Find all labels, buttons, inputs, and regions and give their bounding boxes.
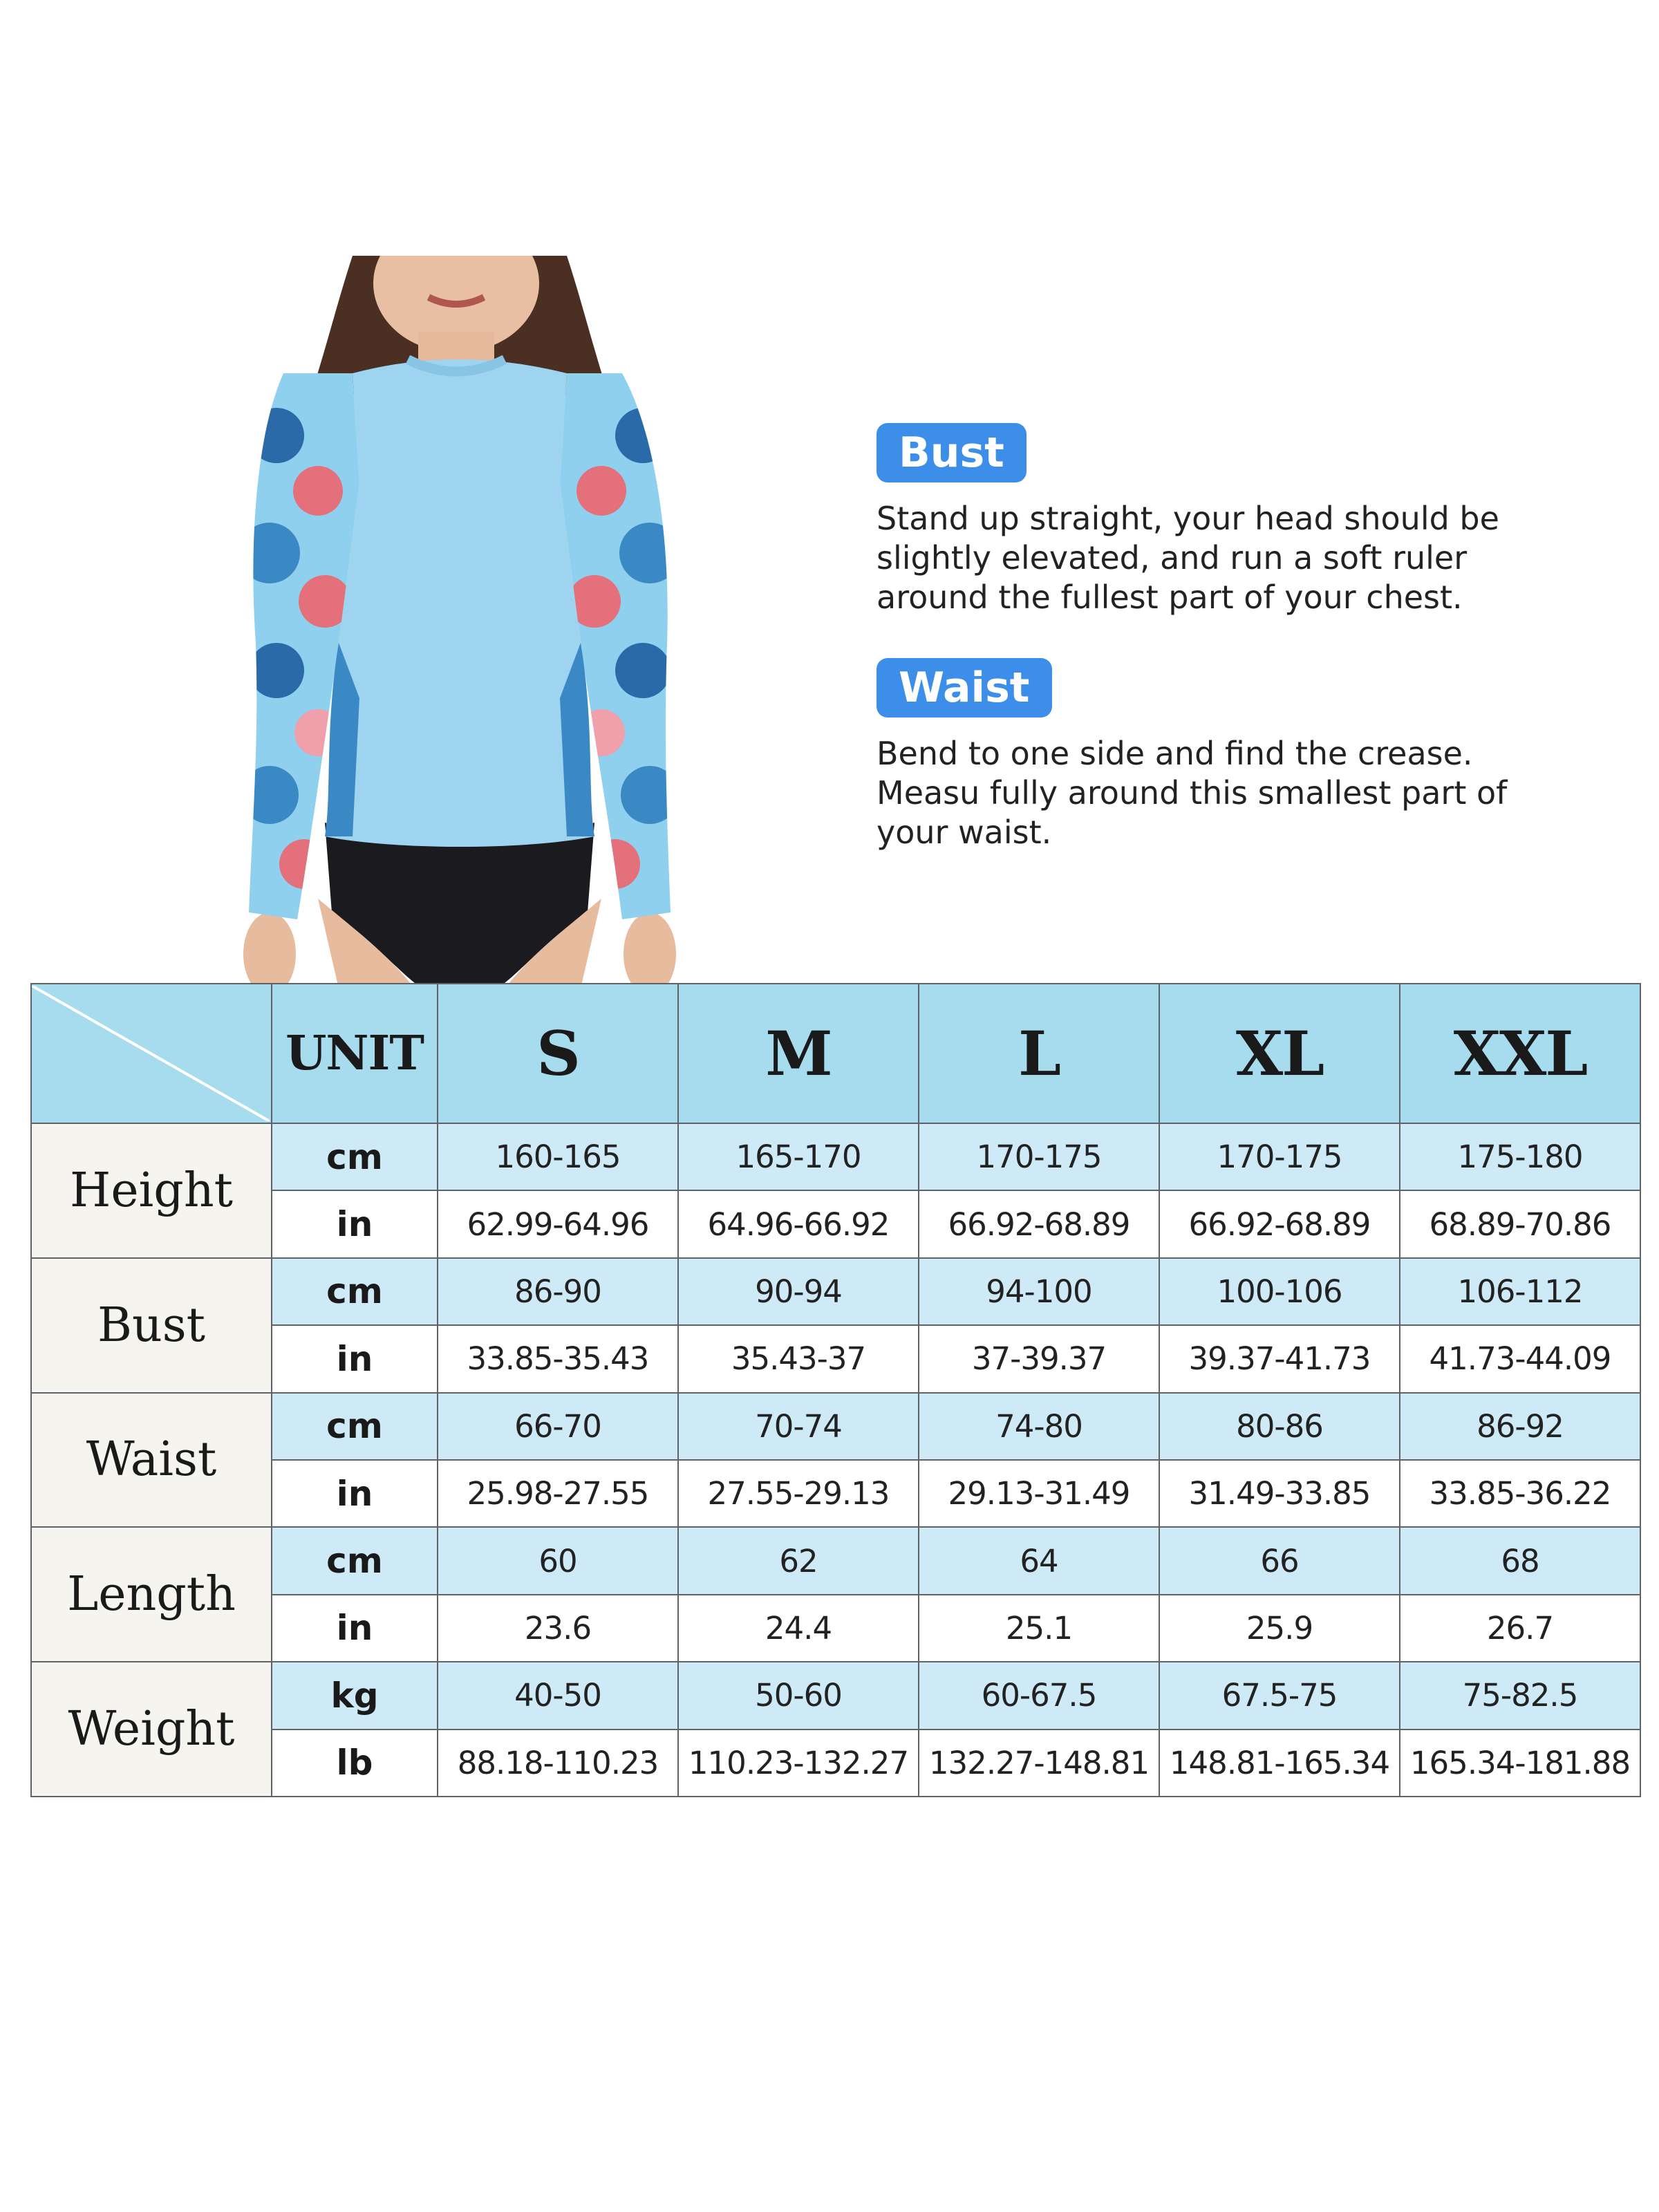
value-cell: 60-67.5 bbox=[919, 1662, 1159, 1729]
value-cell: 41.73-44.09 bbox=[1400, 1325, 1640, 1392]
measure-label-height: Height bbox=[31, 1123, 272, 1258]
value-cell: 64.96-66.92 bbox=[678, 1190, 919, 1257]
value-cell: 25.1 bbox=[919, 1595, 1159, 1662]
value-cell: 39.37-41.73 bbox=[1159, 1325, 1400, 1392]
size-header-xxl: XXL bbox=[1400, 984, 1640, 1123]
table-row bbox=[31, 1123, 1640, 1190]
value-cell: 25.98-27.55 bbox=[438, 1460, 678, 1527]
corner-cell bbox=[31, 984, 272, 1123]
value-cell: 62 bbox=[678, 1527, 919, 1594]
measure-label-length: Length bbox=[31, 1527, 272, 1662]
bust-line: Stand up straight, your head should be bbox=[877, 500, 1499, 537]
value-cell: 175-180 bbox=[1400, 1123, 1640, 1190]
unit-header: UNIT bbox=[272, 984, 438, 1123]
model-photo bbox=[235, 256, 691, 988]
value-cell: 27.55-29.13 bbox=[678, 1460, 919, 1527]
value-cell: 90-94 bbox=[678, 1258, 919, 1325]
value-cell: 70-74 bbox=[678, 1393, 919, 1460]
bust-line: around the fullest part of your chest. bbox=[877, 579, 1463, 616]
unit-cell: kg bbox=[272, 1662, 438, 1729]
table-row bbox=[31, 1527, 1640, 1594]
value-cell: 86-92 bbox=[1400, 1393, 1640, 1460]
value-cell: 66-70 bbox=[438, 1393, 678, 1460]
value-cell: 148.81-165.34 bbox=[1159, 1730, 1400, 1797]
value-cell: 66.92-68.89 bbox=[919, 1190, 1159, 1257]
size-header-l: L bbox=[919, 984, 1159, 1123]
waist-description bbox=[877, 734, 1554, 852]
value-cell: 66.92-68.89 bbox=[1159, 1190, 1400, 1257]
bust-tag: Bust bbox=[877, 423, 1027, 482]
value-cell: 80-86 bbox=[1159, 1393, 1400, 1460]
value-cell: 37-39.37 bbox=[919, 1325, 1159, 1392]
unit-cell: cm bbox=[272, 1393, 438, 1460]
table-row bbox=[31, 1460, 1640, 1527]
table-row bbox=[31, 1393, 1640, 1460]
value-cell: 165.34-181.88 bbox=[1400, 1730, 1640, 1797]
waist-tag: Waist bbox=[877, 658, 1052, 718]
value-cell: 68 bbox=[1400, 1527, 1640, 1594]
size-header-m: M bbox=[678, 984, 919, 1123]
value-cell: 88.18-110.23 bbox=[438, 1730, 678, 1797]
unit-cell: cm bbox=[272, 1123, 438, 1190]
value-cell: 75-82.5 bbox=[1400, 1662, 1640, 1729]
measure-label-waist: Waist bbox=[31, 1393, 272, 1528]
value-cell: 110.23-132.27 bbox=[678, 1730, 919, 1797]
value-cell: 170-175 bbox=[1159, 1123, 1400, 1190]
unit-cell: cm bbox=[272, 1258, 438, 1325]
unit-cell: lb bbox=[272, 1730, 438, 1797]
value-cell: 94-100 bbox=[919, 1258, 1159, 1325]
value-cell: 100-106 bbox=[1159, 1258, 1400, 1325]
value-cell: 25.9 bbox=[1159, 1595, 1400, 1662]
table-row bbox=[31, 1258, 1640, 1325]
unit-cell: in bbox=[272, 1190, 438, 1257]
size-header-s: S bbox=[438, 984, 678, 1123]
value-cell: 23.6 bbox=[438, 1595, 678, 1662]
value-cell: 33.85-36.22 bbox=[1400, 1460, 1640, 1527]
size-chart-table bbox=[30, 983, 1641, 1797]
table-row bbox=[31, 1730, 1640, 1797]
value-cell: 165-170 bbox=[678, 1123, 919, 1190]
waist-line: Bend to one side and find the crease. bbox=[877, 735, 1473, 772]
value-cell: 64 bbox=[919, 1527, 1159, 1594]
value-cell: 132.27-148.81 bbox=[919, 1730, 1159, 1797]
size-header-xl: XL bbox=[1159, 984, 1400, 1123]
waist-info bbox=[877, 658, 1554, 852]
unit-cell: in bbox=[272, 1325, 438, 1392]
value-cell: 24.4 bbox=[678, 1595, 919, 1662]
table-row bbox=[31, 1662, 1640, 1729]
bust-line: slightly elevated, and run a soft ruler bbox=[877, 539, 1468, 577]
value-cell: 50-60 bbox=[678, 1662, 919, 1729]
value-cell: 68.89-70.86 bbox=[1400, 1190, 1640, 1257]
unit-cell: in bbox=[272, 1460, 438, 1527]
value-cell: 86-90 bbox=[438, 1258, 678, 1325]
table-row bbox=[31, 1190, 1640, 1257]
value-cell: 160-165 bbox=[438, 1123, 678, 1190]
bust-description bbox=[877, 499, 1554, 617]
unit-cell: cm bbox=[272, 1527, 438, 1594]
value-cell: 31.49-33.85 bbox=[1159, 1460, 1400, 1527]
value-cell: 170-175 bbox=[919, 1123, 1159, 1190]
header-row bbox=[31, 984, 1640, 1123]
value-cell: 26.7 bbox=[1400, 1595, 1640, 1662]
value-cell: 29.13-31.49 bbox=[919, 1460, 1159, 1527]
value-cell: 40-50 bbox=[438, 1662, 678, 1729]
value-cell: 33.85-35.43 bbox=[438, 1325, 678, 1392]
rashguard-shape bbox=[325, 359, 594, 847]
value-cell: 74-80 bbox=[919, 1393, 1159, 1460]
waist-line: your waist. bbox=[877, 814, 1052, 851]
value-cell: 67.5-75 bbox=[1159, 1662, 1400, 1729]
value-cell: 60 bbox=[438, 1527, 678, 1594]
value-cell: 66 bbox=[1159, 1527, 1400, 1594]
measure-label-weight: Weight bbox=[31, 1662, 272, 1797]
bust-info bbox=[877, 423, 1554, 617]
table-row bbox=[31, 1595, 1640, 1662]
value-cell: 106-112 bbox=[1400, 1258, 1640, 1325]
value-cell: 35.43-37 bbox=[678, 1325, 919, 1392]
table-row bbox=[31, 1325, 1640, 1392]
value-cell: 62.99-64.96 bbox=[438, 1190, 678, 1257]
unit-cell: in bbox=[272, 1595, 438, 1662]
waist-line: Measu fully around this smallest part of bbox=[877, 774, 1508, 812]
measure-label-bust: Bust bbox=[31, 1258, 272, 1393]
